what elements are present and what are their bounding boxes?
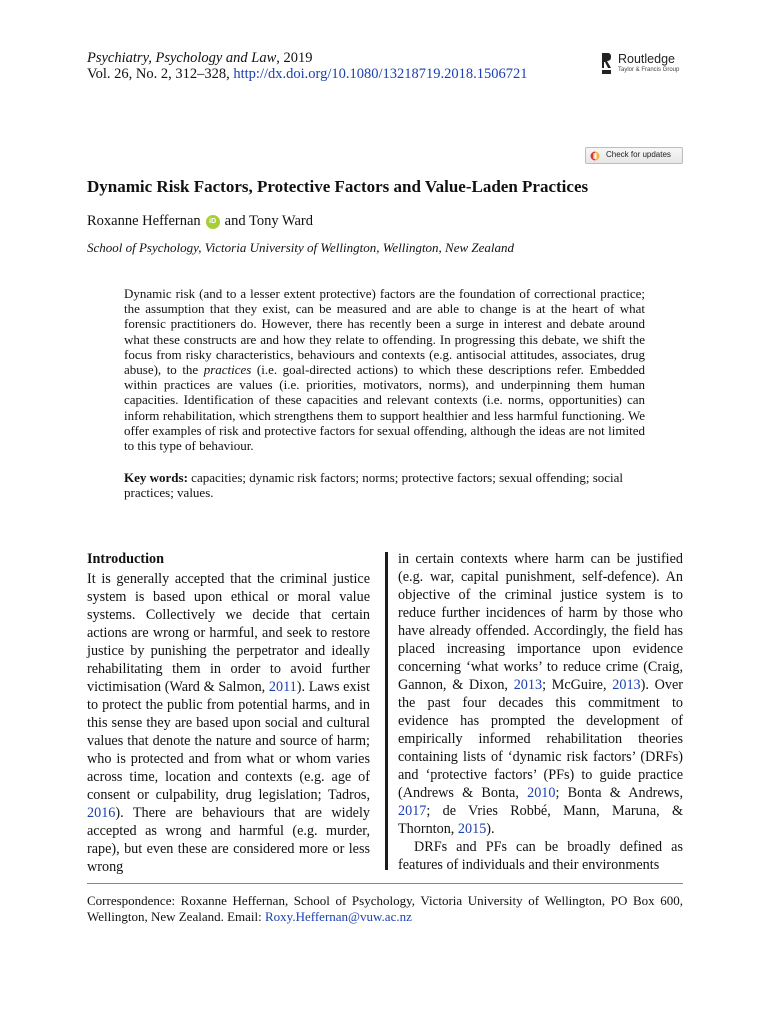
email-link[interactable]: Roxy.Heffernan@vuw.ac.nz [265,909,412,924]
citation-link[interactable]: 2015 [457,821,487,837]
abstract [124,286,645,453]
text-run: ; Bonta & Andrews, [555,785,683,801]
citation-link[interactable]: 2017 [398,803,427,819]
check-updates-icon [590,151,600,161]
article-title: Dynamic Risk Factors, Protective Factors and Value-Laden Practices [87,177,589,196]
doi-link[interactable]: http://dx.doi.org/10.1080/13218719.2018.1506721 [233,66,528,82]
text-run: ). [486,821,495,837]
abstract-emphasis: practices [203,362,252,378]
text-run: ; de Vries Robbé, Mann, Maruna, & Thornton, [398,803,683,837]
check-updates-label: Check for updates [606,150,671,159]
citation-link[interactable]: 2016 [87,805,116,821]
publisher-group: Taylor & Francis Group [618,67,680,73]
author-ward: and Tony Ward [224,213,313,229]
correspondence-text: Correspondence: Roxanne Heffernan, School of Psychology, Victoria University of Wellington, PO Box 600, Wellington, New Zealand. Email: [87,893,683,924]
column-divider [385,552,388,870]
body-column-left [87,550,370,876]
citation-link[interactable]: 2013 [513,677,543,693]
correspondence-note [87,893,683,925]
text-run: in certain contexts where harm can be justified (e.g. war, capital punishment, self-defence). An objective of the criminal justice system is to reduce further incidences of harm by those who have already offended. Accordingly, the field has placed increasing importance upon evidence concerning ‘what works’ to reduce crime (Craig, Gannon, & Dixon, [398,551,683,693]
citation-link[interactable]: 2010 [527,785,556,801]
keywords-label: Key words: [124,470,188,485]
orcid-icon[interactable]: iD [206,215,220,229]
abstract-text-2: (i.e. goal-directed actions) to which these descriptions refer. Embedded within practices are values (i.e. priorities, motivators, norms), and underpinning them human capacities. Identification of these capacities and relevant contexts (i.e. norms, opportunities) can inform rehabilitation, which strengthens them to support healthier and less harmful functioning. We offer examples of risk and protective factors for sexual offending, although the ideas are not limited to this type of behaviour. [124,362,645,454]
abstract-text-1: Dynamic risk (and to a lesser extent protective) factors are the foundation of correctional practice; the assumption that they exist, can be measured and are able to change is at the heart of what forensic practitioners do. However, there has recently been a surge in interest and debate around what these constructs are and how they relate to offending. In progressing this debate, we shift the focus from risky characteristics, behaviours and contexts (e.g. antisocial attitudes, associates, drug abuse), to the [124,286,645,378]
journal-citation [87,50,528,82]
text-run: ). Over the past four decades this commitment to evidence has prompted the development of empirically informed rehabilitation theories containing lists of ‘dynamic risk factors’ (DRFs) and ‘protective factors’ (PFs) to guide practice (Andrews & Bonta, [398,677,683,801]
citation-link[interactable]: 2013 [612,677,641,693]
text-run: ). Laws exist to protect the public from potential harms, and in this sense they are based upon social and cultural values that denote the nature and source of harm; who is protected and from what or whom varies across time, location and contexts (e.g. age of consent or culpability, drug legislation; Tadros, [87,679,370,803]
citation-link[interactable]: 2011 [268,679,297,695]
text-run: ). There are behaviours that are widely accepted as wrong and harmful (e.g. murder, rape), but even these are considered more or less wrong [87,805,370,875]
routledge-icon [600,52,612,76]
journal-year: , 2019 [276,50,313,66]
check-updates-button[interactable] [585,147,683,164]
body-column-right [398,550,683,874]
keywords-list: capacities; dynamic risk factors; norms; protective factors; sexual offending; social practices; values. [124,470,624,501]
keywords [124,470,645,500]
paragraph [398,838,683,874]
text-run: ; McGuire, [542,677,613,693]
text-run: DRFs and PFs can be broadly defined as features of individuals and their environments [398,839,683,873]
journal-name: Psychiatry, Psychology and Law [87,50,277,66]
volume-pages: Vol. 26, No. 2, 312–328, [87,66,234,82]
text-run: It is generally accepted that the criminal justice system is based upon ethical or moral value systems. Collectively we decide that certain actions are wrong or harmful, and seek to restore justice by punishing the perpetrator and ideally rehabilitating them in order to avoid further victimisation (Ward & Salmon, [87,571,370,695]
footnote-rule [87,883,683,884]
author-heffernan: Roxanne Heffernan [87,213,201,229]
paragraph [87,570,370,876]
publisher-name: Routledge [618,52,675,66]
author-line [87,213,313,230]
paragraph [398,550,683,838]
affiliation: School of Psychology, Victoria University of Wellington, Wellington, New Zealand [87,240,515,255]
section-heading-introduction: Introduction [87,551,164,567]
publisher-logo [600,52,690,76]
